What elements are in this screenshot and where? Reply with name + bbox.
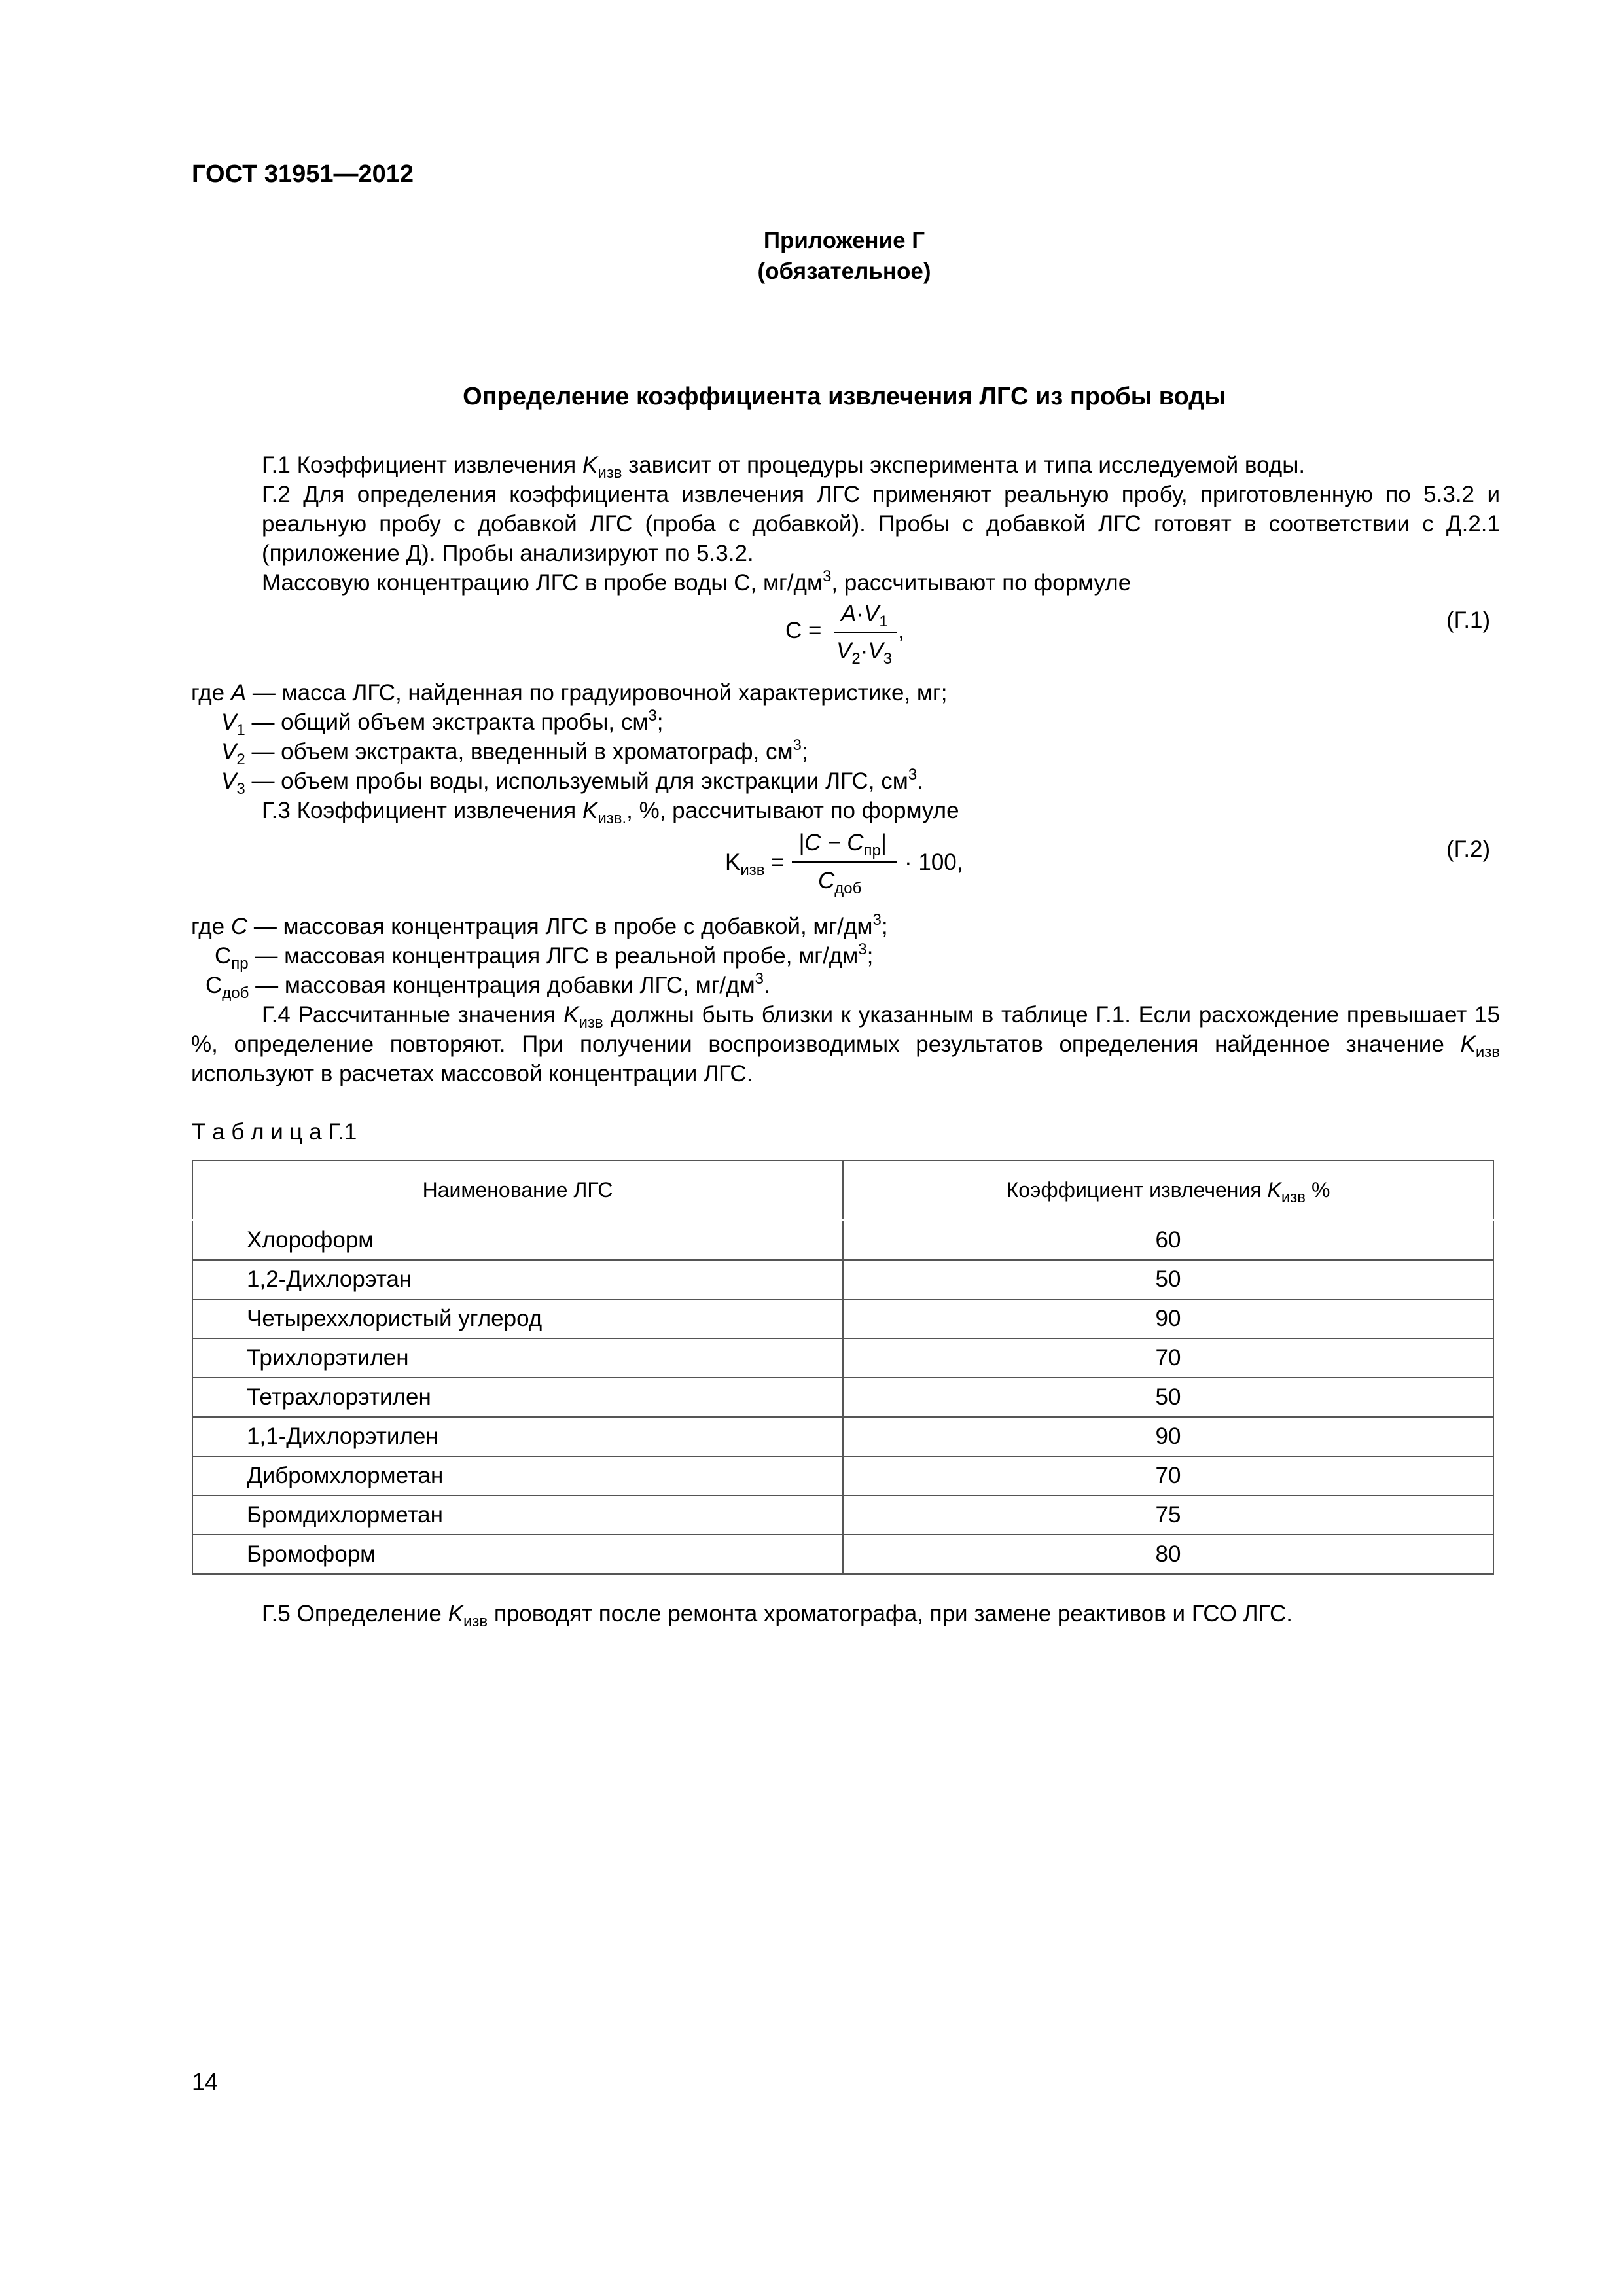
formula-1-numerator: $A\cdot V_1$	[841, 601, 888, 630]
intro-paragraphs	[191, 450, 1500, 598]
row-name: Трихлорэтилен	[192, 1338, 843, 1378]
definitions-2	[191, 912, 1500, 1088]
row-value: 80	[843, 1535, 1493, 1574]
row-name: Тетрахлорэтилен	[192, 1378, 843, 1417]
table-row	[192, 1338, 1493, 1378]
table-header-row	[192, 1160, 1493, 1220]
row-value: 90	[843, 1417, 1493, 1456]
formula-2-number: (Г.2)	[1446, 836, 1491, 862]
row-value: 50	[843, 1260, 1493, 1299]
section-title: Определение коэффициента извлечения ЛГС из пробы воды	[463, 383, 1226, 410]
table-row	[192, 1378, 1493, 1417]
row-value: 70	[843, 1456, 1493, 1496]
definition-item: $V_1$ — общий объем экстракта пробы, $см^3$;	[221, 707, 664, 739]
row-name: Бромдихлорметан	[192, 1496, 843, 1535]
row-value: 50	[843, 1378, 1493, 1417]
definition-item: $С_{пр}$ — массовая концентрация ЛГС в реальной пробе, $мг/дм^3$;	[215, 941, 874, 973]
formula-1-denominator: $V_2\cdot V_3$	[836, 638, 893, 668]
formula-2-fraction-line	[792, 861, 897, 863]
row-name: 1,2-Дихлорэтан	[192, 1260, 843, 1299]
definition-item: где A — масса ЛГС, найденная по градуировочной характеристике, мг;	[191, 680, 948, 706]
standard-header: ГОСТ 31951—2012	[192, 160, 414, 188]
table-caption: Т а б л и ц а Г.1	[192, 1119, 357, 1145]
table-row	[192, 1260, 1493, 1299]
row-name: Дибромхлорметан	[192, 1456, 843, 1496]
definitions-1	[191, 678, 959, 825]
formula-2-lhs: $K_{изв}$ =	[725, 850, 785, 879]
table-row	[192, 1220, 1493, 1260]
formula-2-numerator: $|C - C_{пр}|$	[798, 830, 887, 859]
definition-item: $С_{доб}$ — массовая концентрация добавки ЛГС, $мг/дм^3$.	[205, 970, 770, 1002]
formula-1-number: (Г.1)	[1446, 607, 1491, 633]
table-row	[192, 1417, 1493, 1456]
column-header-coefficient: Коэффициент извлечения $K_{изв}$ %	[843, 1160, 1493, 1220]
row-name: Бромоформ	[192, 1535, 843, 1574]
formula-1-tail: ,	[898, 618, 904, 643]
page-number: 14	[192, 2068, 219, 2095]
formula-1-fraction-line	[834, 632, 897, 633]
formula-1-lhs: C =	[785, 618, 822, 643]
table-row	[192, 1456, 1493, 1496]
row-value: 75	[843, 1496, 1493, 1535]
table-row	[192, 1299, 1493, 1338]
paragraph-g4: Г.4 Рассчитанные значения $K_{изв}$ должны быть близки к указанным в таблице Г.1. Если расхождение превышает 15 %, определение повторяют. При получении воспроизводимых результатов определения найденное значение $K_{изв}$ используют в расчетах массовой концентрации ЛГС.	[191, 1002, 1500, 1086]
paragraph-g3: Г.3 Коэффициент извлечения $K_{изв.}$, %, рассчитывают по формуле	[262, 798, 959, 827]
table-row	[192, 1496, 1493, 1535]
appendix-title: Приложение Г	[763, 228, 925, 253]
row-value: 60	[843, 1220, 1493, 1260]
definition-item: $V_2$ — объем экстракта, введенный в хроматограф, $см^3$;	[221, 736, 808, 768]
row-value: 70	[843, 1338, 1493, 1378]
appendix-status: (обязательное)	[757, 259, 931, 284]
row-name: Четыреххлористый углерод	[192, 1299, 843, 1338]
definition-item: $V_3$ — объем пробы воды, используемый для экстракции ЛГС, $см^3$.	[221, 766, 923, 798]
paragraph-g1: Г.1 Коэффициент извлечения $K_{изв}$ зависит от процедуры эксперимента и типа исследуемой воды.	[262, 452, 1306, 482]
recovery-table	[192, 1160, 1494, 1575]
formula-2-tail: · 100,	[904, 850, 963, 875]
definition-item: где C — массовая концентрация ЛГС в пробе с добавкой, $мг/дм^3$;	[191, 911, 888, 939]
paragraph-mass-conc: Массовую концентрацию ЛГС в пробе воды С, $мг/дм^3$, рассчитывают по формуле	[262, 567, 1132, 596]
formula-2-denominator: $C_{доб}$	[818, 868, 862, 897]
paragraph-g5: Г.5 Определение $K_{изв}$ проводят после ремонта хроматографа, при замене реактивов и ГСО ЛГС.	[262, 1601, 1293, 1630]
table-row	[192, 1535, 1493, 1574]
row-value: 90	[843, 1299, 1493, 1338]
row-name: Хлороформ	[192, 1220, 843, 1260]
paragraph-g2: Г.2 Для определения коэффициента извлечения ЛГС применяют реальную пробу, приготовленную по 5.3.2 и реальную пробу с добавкой ЛГС (проба с добавкой). Пробы с добавкой ЛГС готовят в соответствии с Д.2.1 (приложение Д). Пробы анализируют по 5.3.2.	[262, 482, 1500, 566]
row-name: 1,1-Дихлорэтилен	[192, 1417, 843, 1456]
column-header-name: Наименование ЛГС	[192, 1160, 843, 1220]
